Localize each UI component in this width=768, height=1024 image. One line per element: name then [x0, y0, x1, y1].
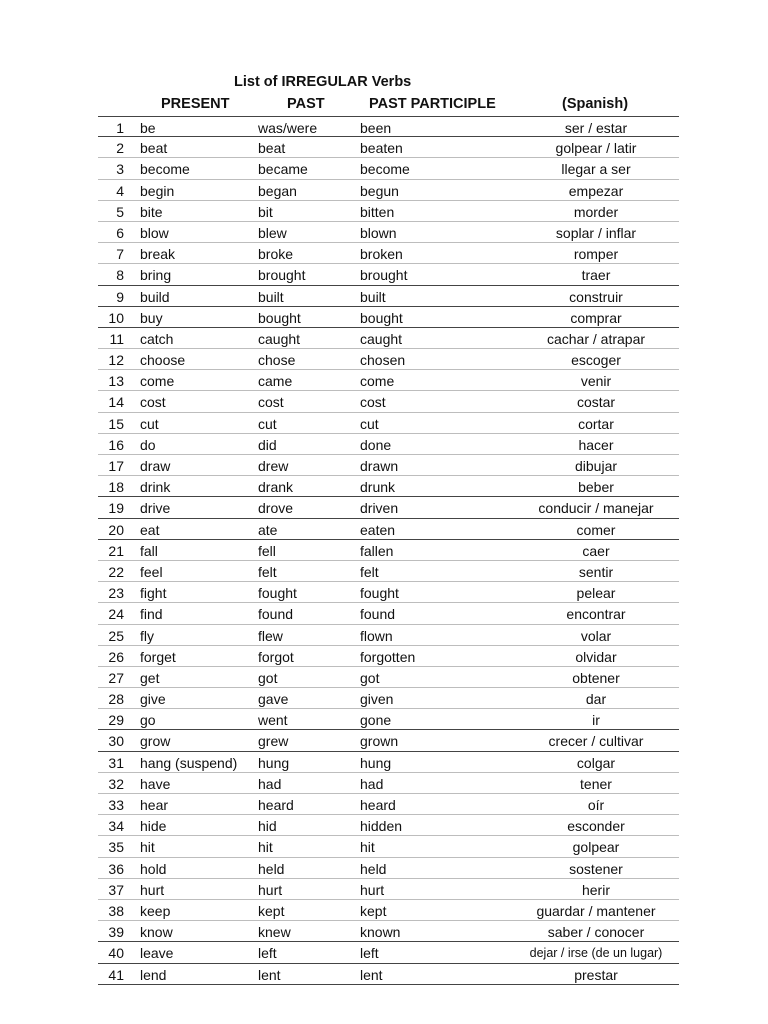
- table-row: [98, 286, 679, 307]
- table-row: [98, 370, 679, 391]
- past-participle-cell: done: [360, 436, 392, 453]
- spanish-cell: herir: [581, 881, 610, 898]
- past-cell: forgot: [258, 648, 294, 665]
- row-number: 18: [108, 479, 124, 496]
- present-cell: grow: [140, 733, 171, 750]
- present-cell: go: [140, 712, 156, 729]
- present-cell: drink: [140, 479, 171, 496]
- table-row: [98, 646, 679, 667]
- present-cell: come: [140, 373, 175, 390]
- table-row: [98, 349, 679, 370]
- spanish-cell: ir: [592, 712, 600, 729]
- table-row: [98, 328, 679, 349]
- row-number: 16: [108, 436, 124, 453]
- present-cell: drive: [140, 500, 171, 517]
- past-cell: ate: [258, 521, 278, 538]
- spanish-cell: conducir / manejar: [538, 500, 654, 517]
- past-cell: got: [258, 669, 278, 686]
- past-participle-cell: broken: [360, 246, 403, 263]
- present-cell: build: [140, 288, 170, 305]
- past-cell: heard: [258, 797, 294, 813]
- row-number: 25: [108, 627, 124, 644]
- past-participle-cell: fought: [360, 585, 399, 602]
- spanish-cell: esconder: [567, 818, 625, 835]
- past-cell: bit: [258, 203, 273, 220]
- spanish-cell: hacer: [578, 436, 614, 453]
- present-cell: leave: [140, 945, 174, 962]
- row-number: 17: [108, 458, 124, 474]
- table-row: [98, 964, 679, 985]
- table-row: [98, 858, 679, 879]
- row-number: 30: [108, 733, 124, 750]
- past-participle-cell: lent: [360, 966, 383, 983]
- past-cell: felt: [258, 563, 277, 580]
- present-cell: buy: [140, 309, 163, 326]
- page-title: List of IRREGULAR Verbs: [234, 74, 412, 90]
- row-number: 12: [108, 352, 124, 369]
- past-participle-cell: bought: [360, 309, 403, 326]
- table-row: [98, 879, 679, 900]
- row-number: 26: [108, 648, 124, 665]
- past-cell: drew: [258, 458, 289, 474]
- past-cell: left: [258, 945, 277, 962]
- table-row: [98, 455, 679, 476]
- verb-table: [98, 116, 679, 985]
- row-number: 23: [108, 585, 124, 602]
- past-participle-cell: fallen: [360, 542, 394, 559]
- present-cell: hurt: [140, 881, 165, 898]
- past-cell: gave: [258, 691, 289, 708]
- spanish-cell: volar: [580, 627, 612, 644]
- spanish-cell: obtener: [572, 669, 620, 686]
- past-participle-cell: held: [360, 860, 387, 877]
- row-number: 15: [108, 415, 124, 432]
- table-row: [98, 497, 679, 518]
- row-number: 40: [108, 945, 124, 962]
- table-row: [98, 243, 679, 264]
- table-row: [98, 307, 679, 328]
- spanish-cell: venir: [580, 373, 612, 390]
- present-cell: know: [140, 924, 173, 941]
- present-cell: feel: [140, 563, 163, 580]
- row-number: 24: [108, 606, 124, 623]
- past-cell: beat: [258, 140, 286, 157]
- spanish-cell: oír: [587, 797, 605, 813]
- row-number: 41: [108, 966, 124, 983]
- spanish-cell: tener: [580, 775, 612, 792]
- past-cell: hurt: [258, 881, 283, 898]
- past-cell: kept: [258, 902, 285, 919]
- present-cell: catch: [140, 330, 174, 347]
- past-cell: went: [258, 712, 288, 729]
- row-number: 34: [108, 818, 124, 835]
- table-row: [98, 391, 679, 412]
- spanish-cell: encontrar: [566, 606, 626, 623]
- past-participle-cell: been: [360, 120, 392, 136]
- row-number: 37: [108, 881, 124, 898]
- past-participle-cell: become: [360, 161, 410, 178]
- table-row: [98, 794, 679, 815]
- row-number: 35: [108, 839, 124, 856]
- spanish-cell: sostener: [569, 860, 623, 877]
- table-row: [98, 137, 679, 158]
- past-cell: had: [258, 775, 282, 792]
- spanish-cell: dejar / irse (de un lugar): [529, 946, 663, 961]
- past-participle-cell: felt: [360, 563, 379, 580]
- present-cell: eat: [140, 521, 160, 538]
- present-cell: keep: [140, 902, 171, 919]
- past-cell: fought: [258, 585, 297, 602]
- past-cell: blew: [258, 224, 287, 241]
- table-row: [98, 625, 679, 646]
- past-cell: fell: [258, 542, 276, 559]
- spanish-cell: prestar: [574, 966, 618, 983]
- table-row: [98, 180, 679, 201]
- spanish-cell: soplar / inflar: [555, 224, 637, 241]
- present-cell: hold: [140, 860, 167, 877]
- spanish-cell: dar: [585, 691, 607, 708]
- present-cell: fly: [140, 627, 154, 644]
- header-past-participle: PAST PARTICIPLE: [369, 96, 496, 112]
- past-cell: drove: [258, 500, 294, 517]
- table-row: [98, 688, 679, 709]
- past-participle-cell: forgotten: [360, 648, 416, 665]
- row-number: 29: [108, 712, 124, 729]
- spanish-cell: comprar: [570, 309, 622, 326]
- past-cell: cut: [258, 415, 277, 432]
- table-row: [98, 836, 679, 857]
- spanish-cell: escoger: [571, 352, 621, 369]
- spanish-cell: saber / conocer: [547, 924, 645, 941]
- past-participle-cell: gone: [360, 712, 392, 729]
- spanish-cell: crecer / cultivar: [548, 733, 644, 750]
- present-cell: do: [140, 436, 156, 453]
- past-cell: brought: [258, 267, 306, 284]
- table-row: [98, 476, 679, 497]
- past-participle-cell: driven: [360, 500, 399, 517]
- row-number: 27: [108, 669, 124, 686]
- past-participle-cell: come: [360, 373, 395, 390]
- spanish-cell: sentir: [578, 563, 614, 580]
- table-row: [98, 921, 679, 942]
- past-participle-cell: bitten: [360, 203, 395, 220]
- past-cell: came: [258, 373, 293, 390]
- past-cell: drank: [258, 479, 294, 496]
- past-cell: chose: [258, 352, 296, 369]
- past-cell: knew: [258, 924, 291, 941]
- past-cell: hid: [258, 818, 277, 835]
- past-participle-cell: hung: [360, 754, 392, 771]
- row-number: 19: [108, 500, 124, 517]
- past-participle-cell: left: [360, 945, 379, 962]
- table-row: [98, 222, 679, 243]
- past-participle-cell: caught: [360, 330, 403, 347]
- spanish-cell: morder: [573, 203, 619, 220]
- header-spanish: (Spanish): [562, 96, 629, 112]
- header-past: PAST: [287, 96, 325, 112]
- present-cell: cut: [140, 415, 159, 432]
- past-cell: caught: [258, 330, 301, 347]
- past-participle-cell: begun: [360, 182, 399, 199]
- table-row: [98, 582, 679, 603]
- spanish-cell: cachar / atrapar: [546, 330, 646, 347]
- row-number: 8: [116, 267, 124, 284]
- past-participle-cell: got: [360, 669, 380, 686]
- past-cell: was/were: [258, 120, 318, 136]
- row-number: 13: [108, 373, 124, 390]
- table-row: [98, 730, 679, 751]
- past-participle-cell: drawn: [360, 458, 399, 474]
- past-participle-cell: brought: [360, 267, 408, 284]
- header-present: PRESENT: [161, 96, 230, 112]
- present-cell: forget: [140, 648, 176, 665]
- spanish-cell: beber: [578, 479, 614, 496]
- past-cell: held: [258, 860, 285, 877]
- table-row: [98, 773, 679, 794]
- row-number: 38: [108, 902, 124, 919]
- past-participle-cell: cost: [360, 394, 386, 411]
- past-participle-cell: drunk: [360, 479, 396, 496]
- past-participle-cell: beaten: [360, 140, 403, 157]
- table-row: [98, 201, 679, 222]
- present-cell: have: [140, 775, 171, 792]
- spanish-cell: colgar: [576, 754, 616, 771]
- past-cell: bought: [258, 309, 301, 326]
- row-number: 36: [108, 860, 124, 877]
- table-row: [98, 667, 679, 688]
- spanish-cell: guardar / mantener: [536, 902, 656, 919]
- present-cell: hide: [140, 818, 167, 835]
- spanish-cell: costar: [576, 394, 616, 411]
- past-cell: broke: [258, 246, 294, 263]
- past-cell: began: [258, 182, 297, 199]
- present-cell: be: [140, 120, 156, 136]
- past-participle-cell: hit: [360, 839, 375, 856]
- spanish-cell: caer: [582, 542, 610, 559]
- row-number: 1: [116, 120, 124, 136]
- table-row: [98, 264, 679, 285]
- past-participle-cell: cut: [360, 415, 379, 432]
- present-cell: fight: [140, 585, 167, 602]
- past-cell: cost: [258, 394, 284, 411]
- present-cell: fall: [140, 542, 158, 559]
- past-participle-cell: had: [360, 775, 384, 792]
- row-number: 32: [108, 775, 124, 792]
- present-cell: begin: [140, 182, 175, 199]
- spanish-cell: comer: [576, 521, 616, 538]
- past-participle-cell: found: [360, 606, 396, 623]
- present-cell: draw: [140, 458, 171, 474]
- row-number: 4: [116, 182, 124, 199]
- table-row: [98, 116, 679, 137]
- present-cell: bite: [140, 203, 163, 220]
- past-cell: became: [258, 161, 308, 178]
- spanish-cell: golpear: [572, 839, 620, 856]
- row-number: 6: [116, 224, 124, 241]
- past-participle-cell: chosen: [360, 352, 406, 369]
- row-number: 20: [108, 521, 124, 538]
- row-number: 7: [116, 246, 124, 263]
- row-number: 33: [108, 797, 124, 813]
- row-number: 9: [116, 288, 124, 305]
- past-participle-cell: built: [360, 288, 386, 305]
- present-cell: choose: [140, 352, 186, 369]
- present-cell: become: [140, 161, 190, 178]
- table-row: [98, 519, 679, 540]
- present-cell: get: [140, 669, 160, 686]
- past-participle-cell: hidden: [360, 818, 403, 835]
- present-cell: hear: [140, 797, 169, 813]
- spanish-cell: ser / estar: [564, 120, 628, 136]
- present-cell: give: [140, 691, 166, 708]
- past-participle-cell: hurt: [360, 881, 385, 898]
- spanish-cell: cortar: [578, 415, 614, 432]
- row-number: 5: [116, 203, 124, 220]
- present-cell: blow: [140, 224, 169, 241]
- present-cell: bring: [140, 267, 172, 284]
- table-row: [98, 900, 679, 921]
- spanish-cell: llegar a ser: [561, 161, 631, 178]
- row-number: 39: [108, 924, 124, 941]
- past-cell: grew: [258, 733, 289, 750]
- table-row: [98, 561, 679, 582]
- row-number: 22: [108, 563, 124, 580]
- present-cell: hang (suspend): [140, 754, 238, 771]
- row-number: 21: [108, 542, 124, 559]
- present-cell: break: [140, 246, 176, 263]
- spanish-cell: empezar: [568, 182, 624, 199]
- past-participle-cell: known: [360, 924, 401, 941]
- past-participle-cell: flown: [360, 627, 393, 644]
- present-cell: find: [140, 606, 163, 623]
- table-row: [98, 603, 679, 624]
- row-number: 2: [116, 140, 124, 157]
- row-number: 31: [108, 754, 124, 771]
- past-participle-cell: given: [360, 691, 394, 708]
- present-cell: lend: [140, 966, 167, 983]
- past-cell: lent: [258, 966, 281, 983]
- past-participle-cell: eaten: [360, 521, 396, 538]
- table-row: [98, 815, 679, 836]
- past-participle-cell: kept: [360, 902, 387, 919]
- present-cell: beat: [140, 140, 168, 157]
- table-row: [98, 413, 679, 434]
- table-row: [98, 540, 679, 561]
- row-number: 3: [116, 161, 124, 178]
- present-cell: hit: [140, 839, 155, 856]
- present-cell: cost: [140, 394, 166, 411]
- row-number: 11: [109, 330, 124, 347]
- past-cell: did: [258, 436, 277, 453]
- table-row: [98, 752, 679, 773]
- table-row: [98, 434, 679, 455]
- past-cell: hung: [258, 754, 290, 771]
- table-row: [98, 942, 679, 963]
- past-cell: flew: [258, 627, 283, 644]
- spanish-cell: pelear: [576, 585, 616, 602]
- row-number: 28: [108, 691, 124, 708]
- past-participle-cell: heard: [360, 797, 396, 813]
- spanish-cell: golpear / latir: [555, 140, 637, 157]
- spanish-cell: romper: [573, 246, 619, 263]
- spanish-cell: dibujar: [574, 458, 618, 474]
- past-cell: built: [258, 288, 284, 305]
- table-row: [98, 158, 679, 179]
- past-participle-cell: grown: [360, 733, 399, 750]
- spanish-cell: olvidar: [575, 648, 617, 665]
- row-number: 14: [108, 394, 124, 411]
- past-cell: found: [258, 606, 294, 623]
- table-row: [98, 709, 679, 730]
- past-participle-cell: blown: [360, 224, 397, 241]
- spanish-cell: traer: [581, 267, 611, 284]
- spanish-cell: construir: [569, 288, 623, 305]
- row-number: 10: [108, 309, 124, 326]
- past-cell: hit: [258, 839, 273, 856]
